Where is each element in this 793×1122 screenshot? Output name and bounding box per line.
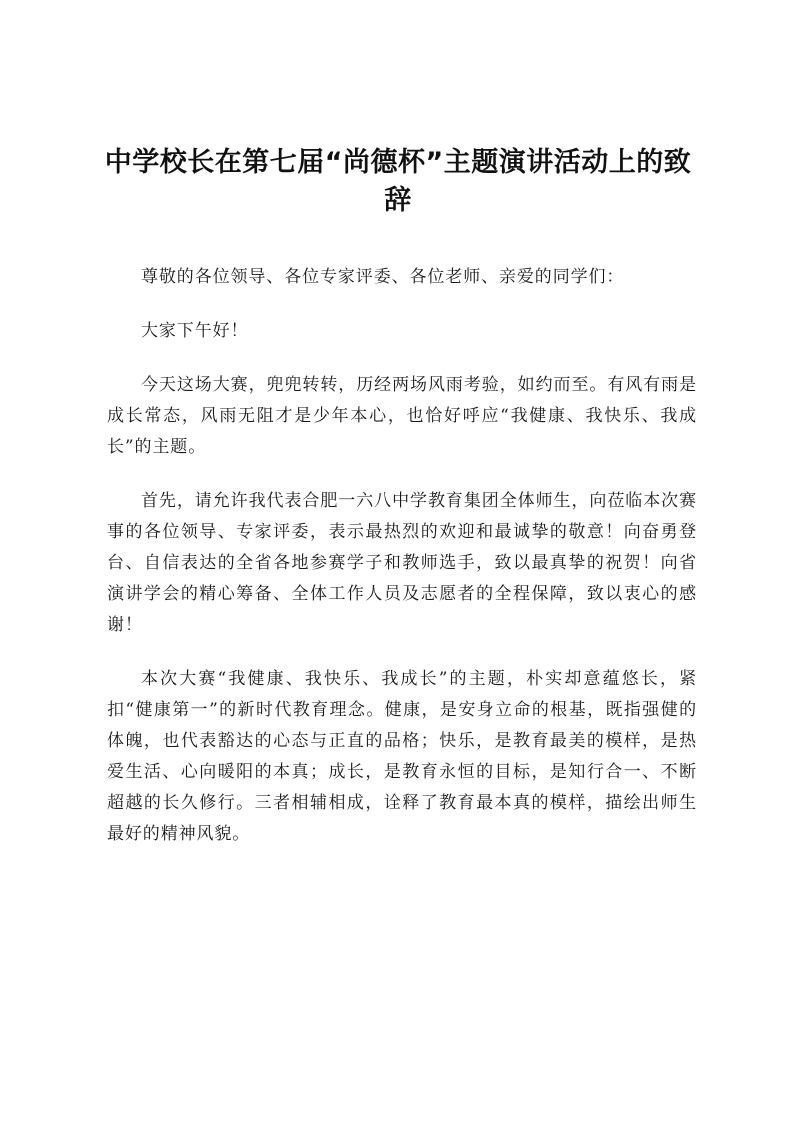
paragraph-greeting: 大家下午好！ — [141, 321, 249, 341]
paragraph-theme: 本次大赛“我健康、我快乐、我成长”的主题，朴实却意蕴悠长，紧扣“健康第一”的新时代教育理念。健康，是安身立命的根基，既指强健的体魄，也代表豁达的心态与正直的品格；快乐，是教育最美的模样，是热爱生活、心向暖阳的本真；成长，是教育永恒的目标，是知行合一、不断超越的长久修行。三者相辅相成，诠释了教育最本真的模样，描绘出师生最好的精神风貌。 — [107, 669, 697, 844]
document-title: 中学校长在第七届“尚德杯”主题演讲活动上的致辞 — [104, 147, 692, 216]
document-body — [107, 262, 697, 873]
paragraph-salutation: 尊敬的各位领导、各位专家评委、各位老师、亲爱的同学们： — [141, 267, 625, 287]
paragraph-opening: 今天这场大赛，兜兜转转，历经两场风雨考验，如约而至。有风有雨是成长常态，风雨无阻才是少年本心，也恰好呼应“我健康、我快乐、我成长”的主题。 — [107, 375, 697, 457]
paragraph-welcome: 首先，请允许我代表合肥一六八中学教育集团全体师生，向莅临本次赛事的各位领导、专家评委，表示最热烈的欢迎和最诚挚的敬意！向奋勇登台、自信表达的全省各地参赛学子和教师选手，致以最真挚的祝贺！向省演讲学会的精心筹备、全体工作人员及志愿者的全程保障，致以衷心的感谢！ — [107, 491, 697, 635]
